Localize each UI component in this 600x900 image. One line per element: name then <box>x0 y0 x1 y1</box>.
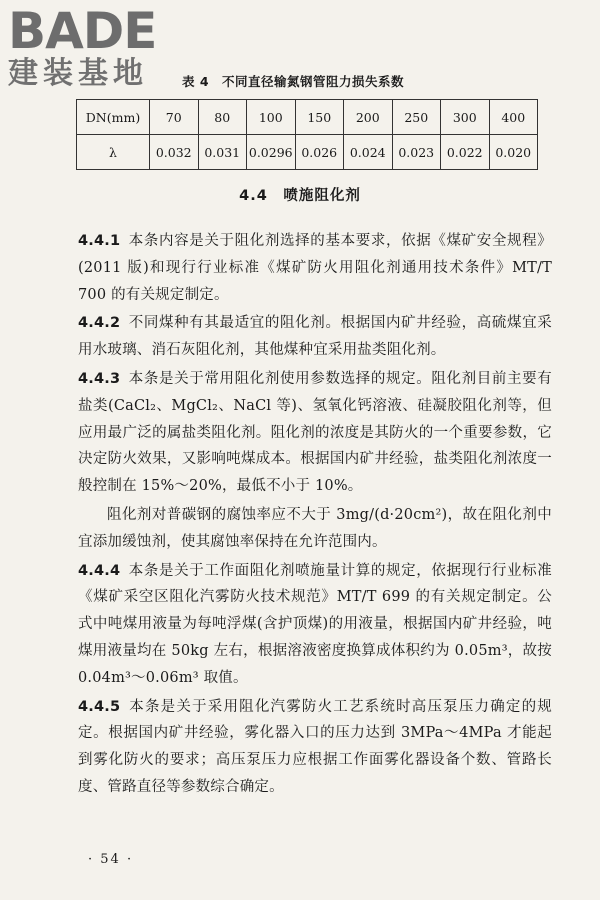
clause-number: 4.4.5 <box>78 698 121 715</box>
logo-subtitle: 建装基地 <box>8 56 148 91</box>
clause-4-4-3-continued <box>78 502 552 556</box>
clause-text: 本条是关于采用阻化汽雾防火工艺系统时高压泵压力确定的规定。根据国内矿井经验，雾化器入口的压力达到 3MPa～4MPa 才能起到雾化防火的要求；高压泵压力应根据工作面雾化器设备个数、管路长度、管路直径等参数综合确定。 <box>78 698 552 795</box>
clause-number: 4.4.4 <box>78 562 121 579</box>
clause-4-4-4 <box>78 558 552 692</box>
site-logo <box>8 4 178 92</box>
table-cell: 200 <box>344 100 393 135</box>
clause-text: 阻化剂对普碳钢的腐蚀率应不大于 3mg/(d·20cm²)，故在阻化剂中宜添加缓蚀剂，使其腐蚀率保持在允许范围内。 <box>78 506 552 550</box>
clause-4-4-5 <box>78 694 552 801</box>
clause-number: 4.4.2 <box>78 315 121 332</box>
table-caption: 表 4 不同直径输氮钢管阻力损失系数 <box>182 74 405 89</box>
clause-number: 4.4.3 <box>78 370 121 387</box>
table-cell: 400 <box>489 100 538 135</box>
table-cell: 0.0296 <box>247 135 296 170</box>
table-cell: 150 <box>295 100 344 135</box>
table-header-cell: λ <box>77 135 150 170</box>
table-cell: 300 <box>441 100 490 135</box>
clause-4-4-2 <box>78 310 552 364</box>
table-cell: 0.024 <box>344 135 393 170</box>
table-header-cell: DN(mm) <box>77 100 150 135</box>
table-cell: 0.022 <box>441 135 490 170</box>
page-number: · 54 · <box>88 852 134 867</box>
document-body <box>78 228 552 803</box>
table-row <box>77 135 538 170</box>
table-cell: 80 <box>198 100 247 135</box>
clause-number: 4.4.1 <box>78 233 121 249</box>
table-cell: 0.020 <box>489 135 538 170</box>
table-cell: 100 <box>247 100 296 135</box>
table-row <box>77 100 538 135</box>
clause-4-4-3 <box>78 366 552 500</box>
logo-wordmark: BADE <box>8 2 157 60</box>
table-cell: 0.023 <box>392 135 441 170</box>
clause-text: 不同煤种有其最适宜的阻化剂。根据国内矿井经验，高硫煤宜采用水玻璃、消石灰阻化剂，其他煤种宜采用盐类阻化剂。 <box>78 315 552 359</box>
table-cell: 0.031 <box>198 135 247 170</box>
clause-text: 本条是关于常用阻化剂使用参数选择的规定。阻化剂目前主要有盐类(CaCl₂、MgCl₂、NaCl 等)、氢氧化钙溶液、硅凝胶阻化剂等，但应用最广泛的属盐类阻化剂。阻化剂的浓度是其防火的一个重要参数，它决定防火效果，又影响吨煤成本。根据国内矿井经验，盐类阻化剂浓度一般控制在 15%～20%，最低不小于 10%。 <box>78 370 552 495</box>
table-cell: 0.026 <box>295 135 344 170</box>
clause-4-4-1 <box>78 228 552 308</box>
table-cell: 0.032 <box>150 135 199 170</box>
table-cell: 70 <box>150 100 199 135</box>
clause-text: 本条是关于工作面阻化剂喷施量计算的规定，依据现行行业标准《煤矿采空区阻化汽雾防火技术规范》MT/T 699 的有关规定制定。公式中吨煤用液量为每吨浮煤(含护顶煤)的用液量，根据国内矿井经验，吨煤用液量均在 50kg 左右，根据溶液密度换算成体积约为 0.05m³，故按 0.04m³～0.06m³ 取值。 <box>78 562 552 686</box>
clause-text: 本条内容是关于阻化剂选择的基本要求，依据《煤矿安全规程》(2011 版)和现行行业标准《煤矿防火用阻化剂通用技术条件》MT/T 700 的有关规定制定。 <box>78 233 552 303</box>
resistance-coefficient-table <box>76 99 538 170</box>
table-cell: 250 <box>392 100 441 135</box>
section-title: 4.4 喷施阻化剂 <box>239 188 361 204</box>
